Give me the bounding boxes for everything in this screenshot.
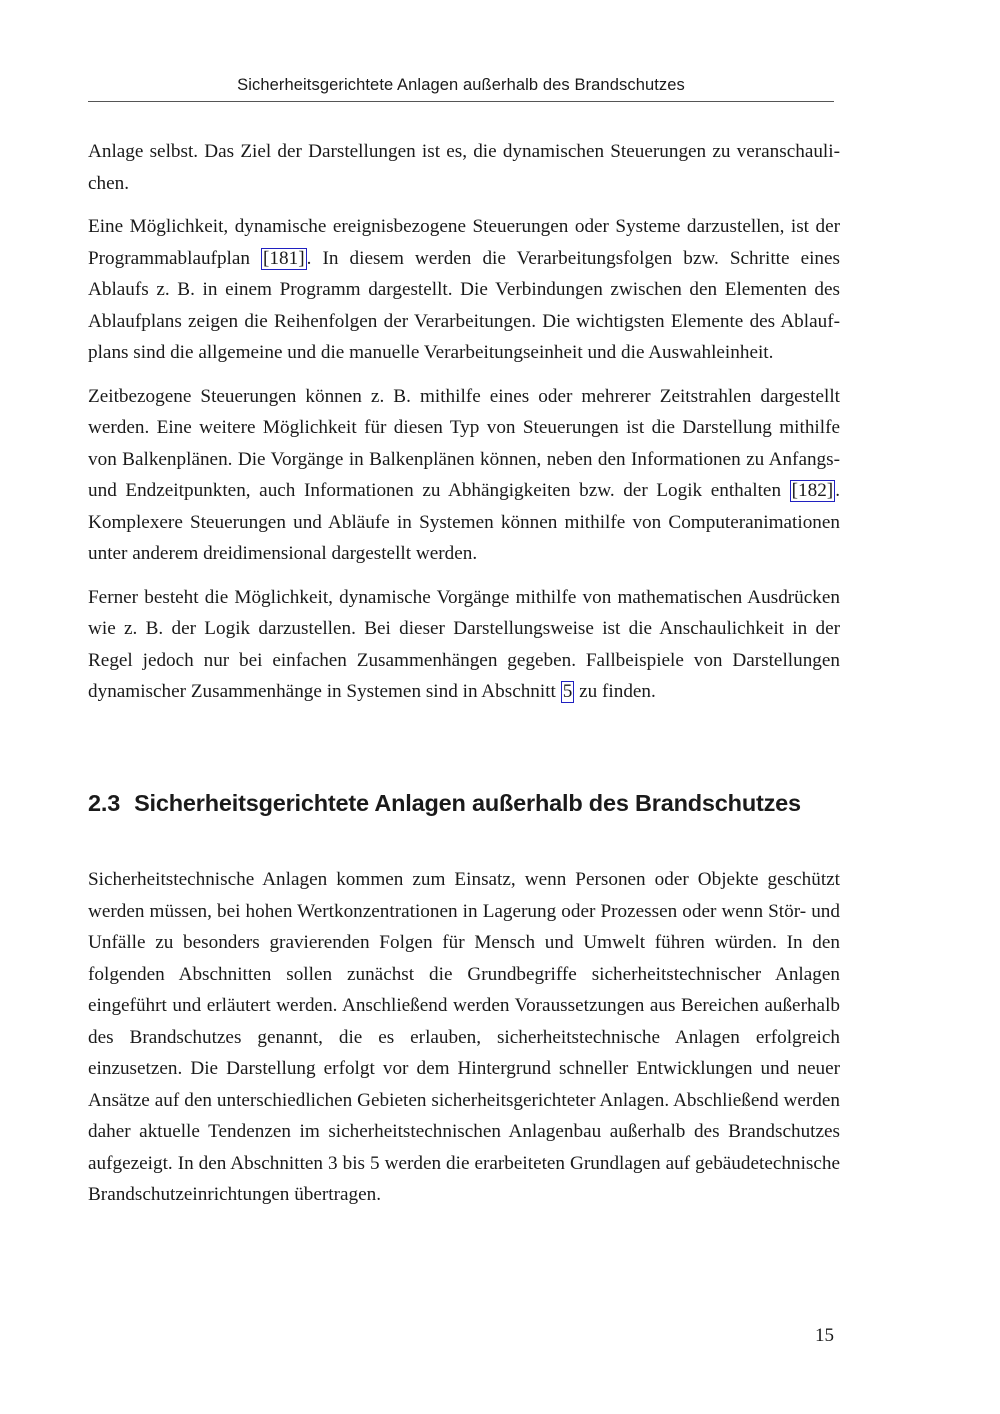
paragraph bbox=[88, 582, 840, 708]
section-number: 2.3 bbox=[88, 790, 121, 816]
paragraph bbox=[88, 864, 840, 1211]
paragraph bbox=[88, 381, 840, 570]
paragraph-text: . Komplexere Steuerungen und Abläufe in Systemen können mithilfe von Computeranimationen unter anderem dreidimensional dargestellt werden. bbox=[88, 480, 840, 564]
paragraph-text: zu finden. bbox=[574, 681, 656, 702]
section-heading bbox=[88, 790, 848, 817]
paragraph-text: Sicherheitstechnische Anlagen kommen zum Einsatz, wenn Personen oder Objekte geschützt werden müssen, bei hohen Wertkonzentrationen in Lagerung oder Prozessen oder wenn Stör- und Unfälle zu besonders gravierenden Folgen für Mensch und Umwelt führen würden. In den folgenden Abschnitten sollen zunächst die Grundbegriffe sicherheitstechnischer Anlagen eingeführt und erläutert werden. Anschließend werden Voraussetzungen aus Bereichen außerhalb des Brandschutzes genannt, die es erlauben, sicherheitstechnische Anlagen erfolgreich einzusetzen. Die Darstellung erfolgt vor dem Hintergrund schneller Entwicklungen und neuer Ansätze auf den unterschiedlichen Gebieten sicherheitsgerichteter Anlagen. Abschließend werden daher aktuelle Tendenzen im sicherheitstechnischen Anlagenbau außerhalb des Brandschutzes aufgezeigt. In den Abschnitten 3 bis 5 werden die erarbeiteten Grundlagen auf gebäudetechnische Brandschutzeinrichtungen übertragen. bbox=[88, 869, 840, 1205]
page-number: 15 bbox=[815, 1325, 834, 1346]
section-link[interactable]: 5 bbox=[562, 681, 573, 702]
citation-link[interactable]: [182] bbox=[791, 480, 834, 501]
header-rule bbox=[88, 101, 834, 102]
paragraph-text: . In diesem werden die Verarbeitungsfolgen bzw. Schritte eines Ablaufs z. B. in einem Programm dargestellt. Die Verbindungen zwischen den Elementen des Ablaufplans zeigen die Reihenfolgen der Verarbeitungen. Die wichtigsten Elemente des Ablaufplans sind die allgemeine und die manuelle Verarbeitungseinheit und die Auswahleinheit. bbox=[88, 247, 840, 363]
body-text-upper bbox=[88, 136, 840, 720]
paragraph bbox=[88, 136, 840, 199]
document-page bbox=[88, 0, 840, 1414]
paragraph-text: Anlage selbst. Das Ziel der Darstellungen ist es, die dynamischen Steuerungen zu veranschaulichen. bbox=[88, 141, 840, 194]
paragraph-text: Eine Möglichkeit, dynamische ereignisbezogene Steuerungen oder Systeme darzustellen, ist der Programmablaufplan bbox=[88, 216, 840, 269]
paragraph bbox=[88, 211, 840, 369]
paragraph-text: Zeitbezogene Steuerungen können z. B. mithilfe eines oder mehrerer Zeitstrahlen dargestellt werden. Eine weitere Möglichkeit für diesen Typ von Steuerungen ist die Darstellung mithilfe von Balkenplänen. Die Vorgänge in Balkenplänen können, neben den Informationen zu Anfangs- und Endzeitpunkten, auch Informationen zu Abhängigkeiten bzw. der Logik enthalten bbox=[88, 385, 840, 501]
section-title: Sicherheitsgerichtete Anlagen außerhalb des Brandschutzes bbox=[134, 790, 801, 816]
paragraph-text: Ferner besteht die Möglichkeit, dynamische Vorgänge mithilfe von mathematischen Ausdrücken wie z. B. der Logik darzustellen. Bei dieser Darstellungsweise ist die Anschaulichkeit in der Regel jedoch nur bei einfachen Zusammenhängen gegeben. Fallbeispiele von Darstellungen dynamischer Zusammenhänge in Systemen sind in Abschnitt bbox=[88, 586, 840, 702]
citation-link[interactable]: [181] bbox=[263, 247, 305, 269]
body-text-section bbox=[88, 864, 840, 1223]
running-header: Sicherheitsgerichtete Anlagen außerhalb des Brandschutzes bbox=[237, 76, 685, 94]
